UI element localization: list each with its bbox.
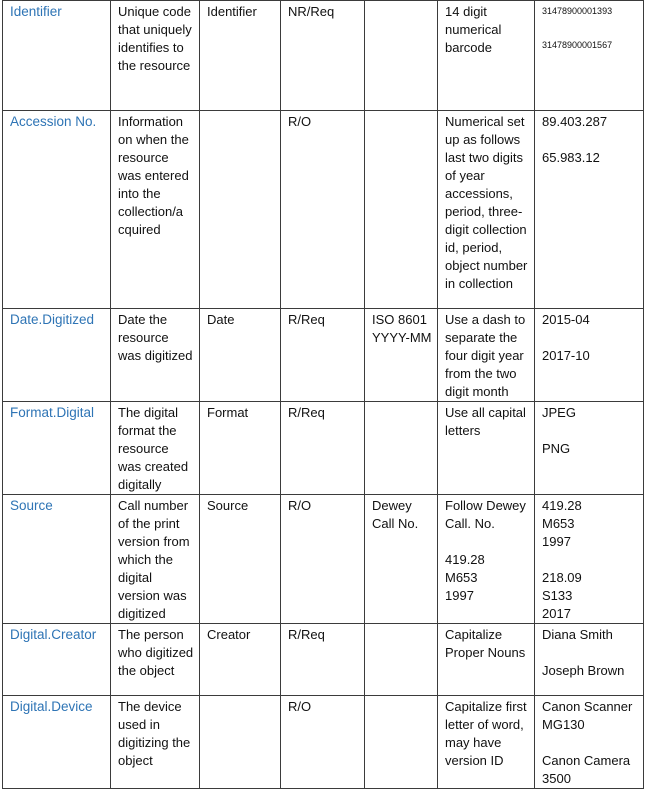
obligation-cell: R/Req (281, 402, 365, 495)
definition-cell: Date the resource was digitized (111, 309, 200, 402)
scheme-cell (365, 111, 438, 309)
element-name-cell: Source (3, 495, 111, 624)
metadata-table-body (3, 1, 644, 789)
obligation-cell: NR/Req (281, 1, 365, 111)
table-row (3, 495, 644, 624)
examples-cell: 89.403.287 65.983.12 (535, 111, 644, 309)
definition-cell: Unique code that uniquely identifies to the resource (111, 1, 200, 111)
definition-cell: The digital format the resource was created digitally (111, 402, 200, 495)
input-guideline-cell: Use a dash to separate the four digit year from the two digit month (438, 309, 535, 402)
definition-cell: Information on when the resource was entered into the collection/a cquired (111, 111, 200, 309)
input-guideline-cell: Follow Dewey Call. No. 419.28 M653 1997 (438, 495, 535, 624)
dc-mapping-cell: Identifier (200, 1, 281, 111)
dc-mapping-cell (200, 696, 281, 789)
table-row (3, 696, 644, 789)
obligation-cell: R/Req (281, 309, 365, 402)
definition-cell: Call number of the print version from which the digital version was digitized (111, 495, 200, 624)
input-guideline-cell: Numerical set up as follows last two digits of year accessions, period, three-digit collection id, period, object number in collection (438, 111, 535, 309)
table-row (3, 111, 644, 309)
table-row (3, 309, 644, 402)
examples-cell: Canon Scanner MG130 Canon Camera 3500 (535, 696, 644, 789)
element-name-cell: Digital.Device (3, 696, 111, 789)
dc-mapping-cell: Format (200, 402, 281, 495)
obligation-cell: R/Req (281, 624, 365, 696)
element-name-cell: Date.Digitized (3, 309, 111, 402)
metadata-table (2, 0, 644, 789)
input-guideline-cell: Use all capital letters (438, 402, 535, 495)
element-name-cell: Format.Digital (3, 402, 111, 495)
element-name-cell: Digital.Creator (3, 624, 111, 696)
dc-mapping-cell (200, 111, 281, 309)
scheme-cell (365, 1, 438, 111)
scheme-cell (365, 696, 438, 789)
input-guideline-cell: 14 digit numerical barcode (438, 1, 535, 111)
input-guideline-cell: Capitalize Proper Nouns (438, 624, 535, 696)
obligation-cell: R/O (281, 495, 365, 624)
obligation-cell: R/O (281, 111, 365, 309)
definition-cell: The device used in digitizing the object (111, 696, 200, 789)
element-name-cell: Accession No. (3, 111, 111, 309)
element-name-cell: Identifier (3, 1, 111, 111)
dc-mapping-cell: Date (200, 309, 281, 402)
obligation-cell: R/O (281, 696, 365, 789)
dc-mapping-cell: Creator (200, 624, 281, 696)
definition-cell: The person who digitized the object (111, 624, 200, 696)
scheme-cell (365, 402, 438, 495)
examples-cell: JPEG PNG (535, 402, 644, 495)
examples-cell: 2015-04 2017-10 (535, 309, 644, 402)
dc-mapping-cell: Source (200, 495, 281, 624)
scheme-cell: ISO 8601 YYYY-MM (365, 309, 438, 402)
examples-cell: 419.28 M653 1997 218.09 S133 2017 (535, 495, 644, 624)
table-row (3, 402, 644, 495)
scheme-cell (365, 624, 438, 696)
examples-cell: Diana Smith Joseph Brown (535, 624, 644, 696)
table-row (3, 1, 644, 111)
input-guideline-cell: Capitalize first letter of word, may have version ID (438, 696, 535, 789)
examples-cell: 31478900001393 31478900001567 (535, 1, 644, 111)
table-row (3, 624, 644, 696)
scheme-cell: Dewey Call No. (365, 495, 438, 624)
